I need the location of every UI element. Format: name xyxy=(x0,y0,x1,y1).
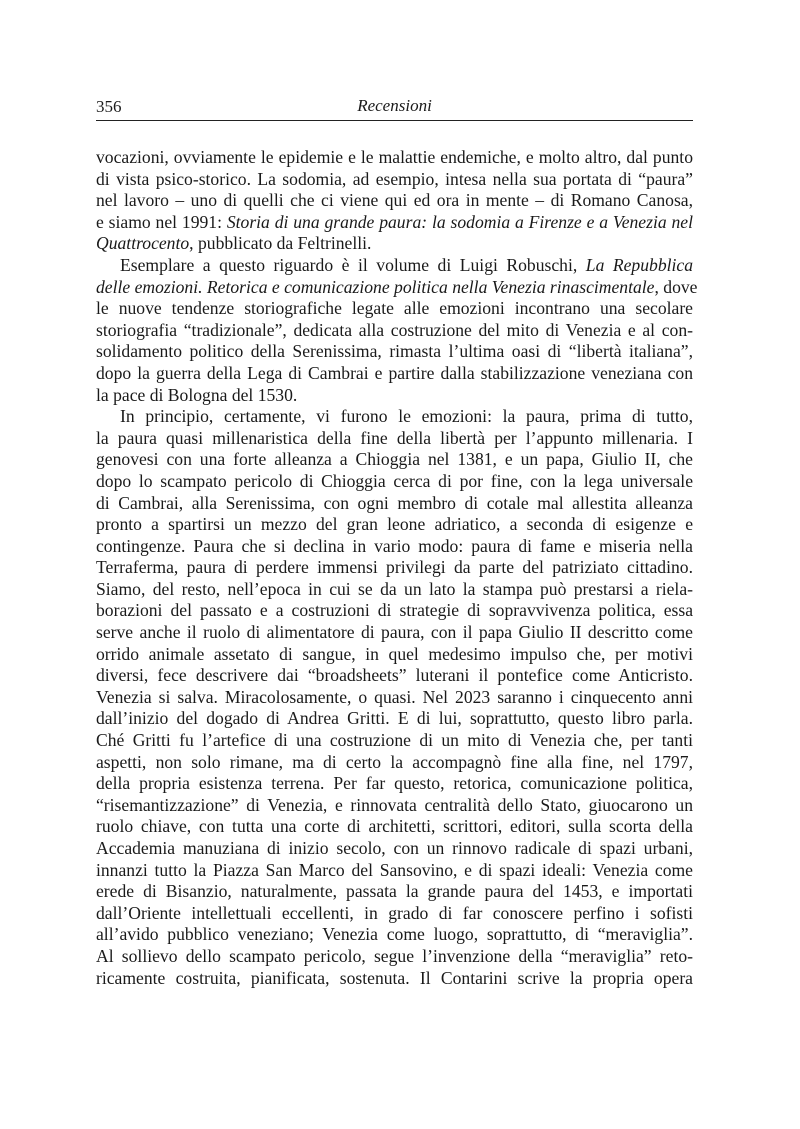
text-line xyxy=(96,493,693,515)
text-run: ruolo chiave, con tutta una corte di architetti, scrittori, editori, sulla scorta della xyxy=(96,816,693,837)
text-run: solidamento politico della Serenissima, rimasta l’ultima oasi di “libertà italiana”, xyxy=(96,341,693,362)
italic-title-text: La Repubblica xyxy=(585,254,694,275)
text-line xyxy=(96,881,693,903)
text-line xyxy=(96,644,693,666)
text-line xyxy=(96,773,693,795)
text-line xyxy=(96,406,693,428)
text-run: dopo la guerra della Lega di Cambrai e partire dalla stabilizzazione veneziana con xyxy=(96,362,693,383)
text-run: , pubblicato da Feltrinelli. xyxy=(189,233,372,254)
text-run: all’avido pubblico veneziano; Venezia come luogo, soprattutto, di “meraviglia”. xyxy=(96,924,693,945)
text-run: dopo lo scampato pericolo di Chioggia cerca di por fine, con la lega universale xyxy=(96,470,693,491)
text-run: la paura quasi millenaristica della fine della libertà per l’appunto millenaria. I xyxy=(96,427,693,448)
text-run: dall’Oriente intellettuali eccellenti, in grado di far conoscere perfino i sofisti xyxy=(96,902,693,923)
text-run: aspetti, non solo rimane, ma di certo la accompagnò fine alla fine, nel 1797, xyxy=(96,751,693,772)
text-run: Terraferma, paura di perdere immensi privilegi da parte del patriziato cittadino. xyxy=(96,557,693,578)
paragraph xyxy=(96,406,693,989)
text-run: le nuove tendenze storiografiche legate alle emozioni incontrano una secolare xyxy=(96,298,693,319)
review-body-text xyxy=(96,147,698,989)
section-title: Recensioni xyxy=(357,96,432,115)
text-run: e siamo nel 1991: xyxy=(96,211,227,232)
text-line xyxy=(96,838,693,860)
text-line xyxy=(96,471,693,493)
text-run: della propria esistenza terrena. Per far questo, retorica, comunicazione politica, xyxy=(96,773,693,794)
text-line xyxy=(96,557,693,579)
paragraph xyxy=(96,254,698,406)
paragraph xyxy=(96,147,693,255)
text-run: Accademia manuziana di inizio secolo, con un rinnovo radicale di spazi urbani, xyxy=(96,838,693,858)
text-line xyxy=(96,622,693,644)
text-line xyxy=(96,190,693,212)
text-run: di Cambrai, alla Serenissima, con ogni membro di cotale mal allestita alleanza xyxy=(96,492,693,513)
text-run: In principio, certamente, vi furono le emozioni: la paura, prima di tutto, xyxy=(120,406,693,427)
text-line xyxy=(96,903,693,925)
text-line xyxy=(96,147,693,169)
running-head xyxy=(96,94,693,121)
text-line xyxy=(96,860,693,882)
text-run: Ché Gritti fu l’artefice di una costruzione di un mito di Venezia che, per tanti xyxy=(96,730,693,751)
text-run: ricamente costruita, pianificata, sostenuta. Il Contarini scrive la propria opera xyxy=(96,967,693,988)
text-line xyxy=(96,752,693,774)
text-line xyxy=(96,212,693,234)
text-run: orrido animale assetato di sangue, in quel medesimo impulso che, per motivi xyxy=(96,643,693,664)
text-line xyxy=(96,428,693,450)
text-run: diversi, fece descrivere dai “broadsheets” luterani il pontefice come Anticristo. xyxy=(96,665,693,686)
text-line xyxy=(96,169,693,191)
text-line xyxy=(96,816,693,838)
text-line xyxy=(96,730,693,752)
text-line xyxy=(96,795,693,817)
text-run: , dove xyxy=(654,276,698,297)
text-run: erede di Bisanzio, naturalmente, passata la grande paura del 1453, e importati xyxy=(96,881,693,902)
text-line xyxy=(96,320,693,342)
page-number: 356 xyxy=(96,97,122,116)
text-line xyxy=(96,536,693,558)
text-run: Siamo, del resto, nell’epoca in cui se da un lato la stampa può prestarsi a riela- xyxy=(96,578,693,599)
text-run: dall’inizio del dogado di Andrea Gritti. E di lui, soprattutto, questo libro parla. xyxy=(96,708,693,729)
text-run: vocazioni, ovviamente le epidemie e le malattie endemiche, e molto altro, dal punto xyxy=(96,147,693,167)
text-line xyxy=(96,968,693,990)
text-line xyxy=(96,687,693,709)
text-line xyxy=(96,708,693,730)
text-line xyxy=(96,665,693,687)
text-run: genovesi con una forte alleanza a Chioggia nel 1381, e un papa, Giulio II, che xyxy=(96,449,693,470)
text-line xyxy=(96,946,693,968)
text-run: innanzi tutto la Piazza San Marco del Sansovino, e di spazi ideali: Venezia come xyxy=(96,859,693,880)
text-line xyxy=(96,363,693,385)
text-line xyxy=(96,600,693,622)
text-run: “risemantizzazione” di Venezia, e rinnovata centralità dello Stato, giuocarono un xyxy=(96,794,693,815)
text-run: di vista psico-storico. La sodomia, ad esempio, intesa nella sua portata di “paura” xyxy=(96,168,693,189)
text-run: nel lavoro – uno di quelli che ci viene qui ed ora in mente – di Romano Canosa, xyxy=(96,190,693,211)
text-line xyxy=(96,449,693,471)
text-run: la pace di Bologna del 1530. xyxy=(96,384,298,405)
italic-title-text: Quattrocento xyxy=(96,233,190,254)
text-run: Al sollievo dello scampato pericolo, segue l’invenzione della “meraviglia” reto- xyxy=(96,945,693,966)
italic-title-text: delle emozioni. Retorica e comunicazione politica nella Venezia rinascimentale xyxy=(96,276,655,297)
text-line xyxy=(96,298,693,320)
text-run: Venezia si salva. Miracolosamente, o quasi. Nel 2023 saranno i cinquecento anni xyxy=(96,686,693,707)
text-line xyxy=(96,385,693,407)
text-run: pronto a spartirsi un mezzo del gran leone adriatico, a seconda di esigenze e xyxy=(96,514,693,535)
text-line xyxy=(96,341,693,363)
text-line xyxy=(96,924,693,946)
text-line xyxy=(96,255,693,277)
text-line xyxy=(96,579,693,601)
text-line xyxy=(96,514,693,536)
text-run: serve anche il ruolo di alimentatore di paura, con il papa Giulio II descritto come xyxy=(96,622,693,643)
text-run: contingenze. Paura che si declina in vario modo: paura di fame e miseria nella xyxy=(96,535,693,556)
text-run: Esemplare a questo riguardo è il volume di Luigi Robuschi, xyxy=(120,254,586,275)
text-run: storiografia “tradizionale”, dedicata alla costruzione del mito di Venezia e al con- xyxy=(96,319,693,340)
italic-title-text: Storia di una grande paura: la sodomia a Firenze e a Venezia nel xyxy=(226,211,694,232)
text-line xyxy=(96,276,698,299)
text-run: borazioni del passato e a costruzioni di strategie di sopravvivenza politica, essa xyxy=(96,600,693,621)
text-line xyxy=(96,233,693,255)
